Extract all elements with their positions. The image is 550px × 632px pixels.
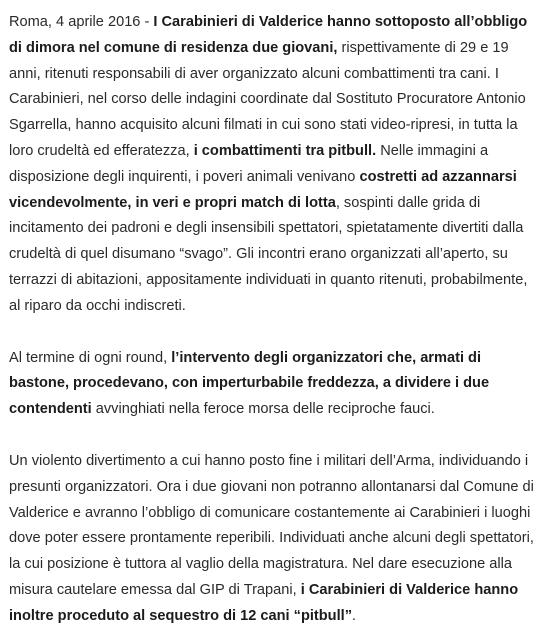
text-run: .: [352, 607, 357, 624]
text-run-bold: i Carabinieri di Valderice hanno inoltre proceduto al sequestro di 12 cani “pitbull”: [9, 581, 519, 624]
paragraph-2: [9, 346, 541, 423]
paragraph-3: [9, 449, 541, 630]
text-run-bold: costretti ad azzannarsi vicendevolmente, in veri e propri match di lotta: [9, 168, 517, 211]
text-run: Roma, 4 aprile 2016 -: [9, 14, 154, 30]
text-run: rispettivamente di 29 e 19 anni, ritenuti responsabili di aver organizzato alcuni combattimenti tra cani. I Carabinieri, nel corso delle indagini coordinate dal Sostituto Procuratore Antonio Sgarrella, hanno acquisito alcuni filmati in cui sono stati video-ripresi, in tutta la loro crudeltà ed efferatezza,: [9, 39, 526, 159]
text-run: Al termine di ogni round,: [9, 349, 172, 366]
text-run: Nelle immagini a disposizione degli inquirenti, i poveri animali venivano: [9, 142, 489, 185]
text-run-bold: l’intervento degli organizzatori che, armati di bastone, procedevano, con imperturbabile freddezza, a dividere i due contendenti: [9, 349, 490, 418]
text-run: , sospinti dalle grida di incitamento dei padroni e degli insensibili spettatori, spietatamente divertiti dalla crudeltà di quel disumano “svago”. Gli incontri erano organizzati all’aperto, su terrazzi di abitazioni, appositamente individuati in quanto ritenuti, probabilmente, al riparo da occhi indiscreti.: [9, 194, 528, 314]
text-run: avvinghiati nella feroce morsa delle reciproche fauci.: [91, 401, 435, 418]
text-run-bold: I Carabinieri di Valderice hanno sottoposto all’obbligo di dimora nel comune di residenza due giovani,: [9, 14, 528, 56]
paragraph-1: [9, 10, 541, 320]
text-run-bold: i combattimenti tra pitbull.: [193, 142, 377, 159]
text-run: Un violento divertimento a cui hanno posto fine i militari dell’Arma, individuando i presunti organizzatori. Ora i due giovani non potranno allontanarsi dal Comune di Valderice e avranno l’obbligo di comunicare costantemente ai Carabinieri i luoghi dove poter essere prontamente reperibili. Individuati anche alcuni degli spettatori, la cui posizione è tuttora al vaglio della magistratura. Nel dare esecuzione alla misura cautelare emessa dal GIP di Trapani,: [9, 452, 534, 598]
